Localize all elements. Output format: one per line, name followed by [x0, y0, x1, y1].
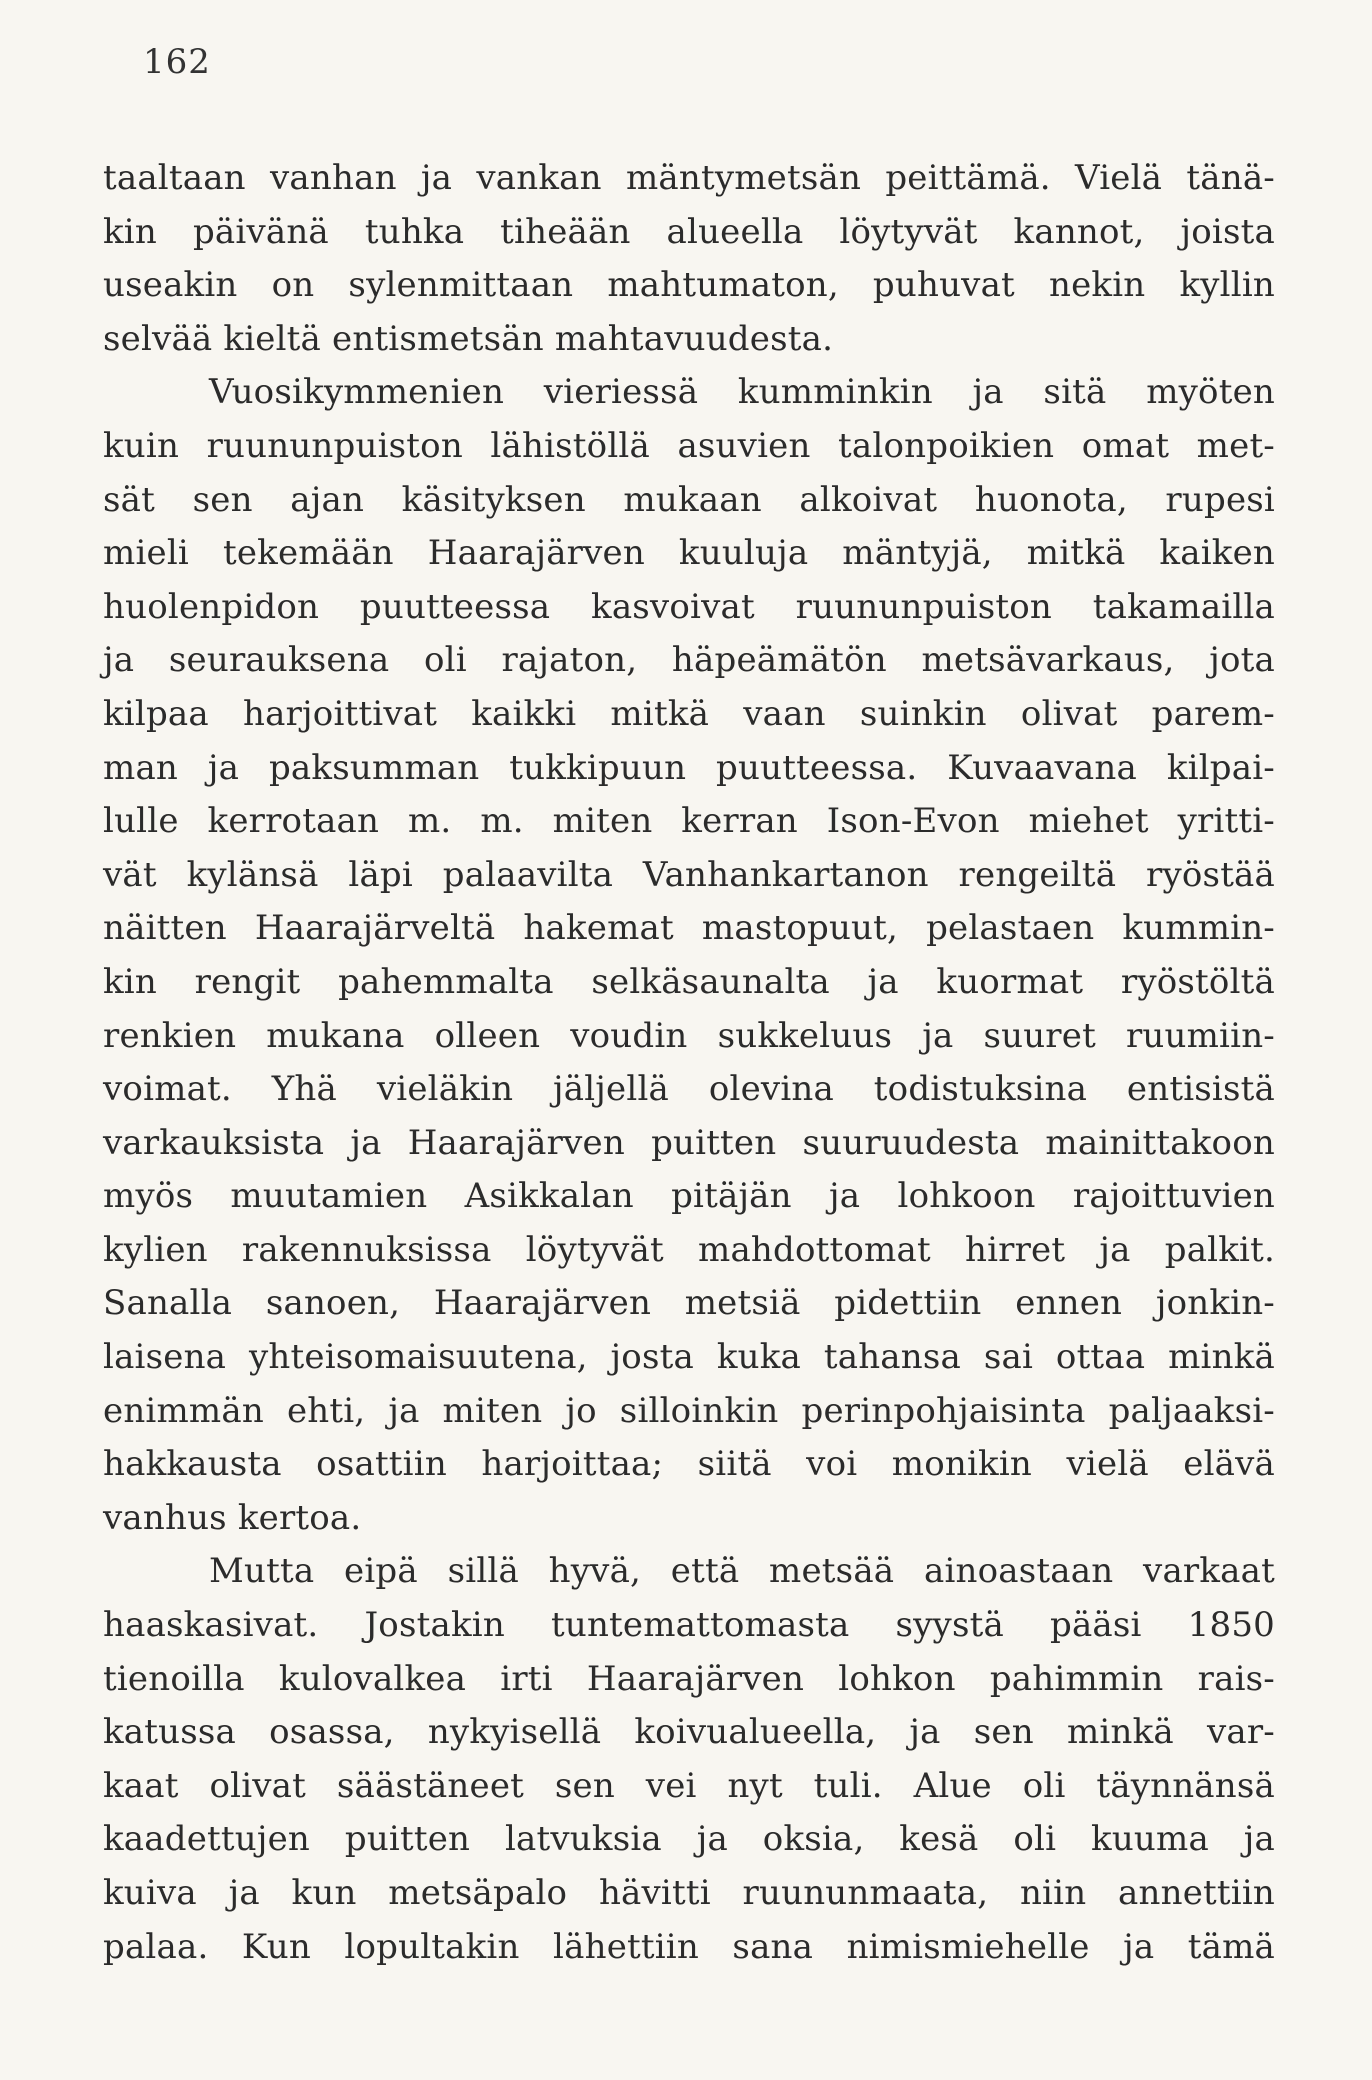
- text-line: voimat. Yhä vieläkin jäljellä olevina todistuksina entisistä: [103, 1069, 1275, 1110]
- text-line: laisena yhteisomaisuutena, josta kuka tahansa sai ottaa minkä: [103, 1337, 1275, 1378]
- text-line: kin päivänä tuhka tiheään alueella löytyvät kannot, joista: [103, 211, 1275, 252]
- text-line: näitten Haarajärveltä hakemat mastopuut, pelastaen kummin-: [103, 908, 1275, 949]
- text-line: vanhus kertoa.: [103, 1497, 362, 1538]
- text-line: huolenpidon puutteessa kasvoivat ruununpuiston takamailla: [103, 586, 1275, 627]
- text-line: tienoilla kulovalkea irti Haarajärven lohkon pahimmin rais-: [103, 1658, 1275, 1699]
- text-line: hakkausta osattiin harjoittaa; siitä voi monikin vielä elävä: [103, 1444, 1275, 1485]
- text-line: kaadettujen puitten latvuksia ja oksia, kesä oli kuuma ja: [103, 1819, 1275, 1860]
- text-line: mieli tekemään Haarajärven kuuluja mäntyjä, mitkä kaiken: [103, 533, 1275, 574]
- text-line: myös muutamien Asikkalan pitäjän ja lohkoon rajoittuvien: [103, 1176, 1275, 1217]
- text-line: kuiva ja kun metsäpalo hävitti ruununmaata, niin annettiin: [103, 1873, 1275, 1913]
- text-line: ja seurauksena oli rajaton, häpeämätön metsävarkaus, jota: [103, 640, 1275, 681]
- text-line: kin rengit pahemmalta selkäsaunalta ja kuormat ryöstöltä: [103, 961, 1275, 1002]
- text-line: taaltaan vanhan ja vankan mäntymetsän peittämä. Vielä tänä-: [103, 158, 1275, 198]
- text-line: selvää kieltä entismetsän mahtavuudesta.: [103, 318, 834, 359]
- text-line: Sanalla sanoen, Haarajärven metsiä pidettiin ennen jonkin-: [103, 1283, 1275, 1324]
- text-line: sät sen ajan käsityksen mukaan alkoivat huonota, rupesi: [103, 479, 1275, 520]
- paragraph-start-line: Mutta eipä sillä hyvä, että metsää ainoastaan varkaat: [209, 1551, 1275, 1592]
- body-text: [103, 152, 1275, 1974]
- paragraph-start-line: Vuosikymmenien vieriessä kumminkin ja sitä myöten: [209, 372, 1275, 413]
- text-line: useakin on sylenmittaan mahtumaton, puhuvat nekin kyllin: [103, 265, 1275, 306]
- text-line: kylien rakennuksissa löytyvät mahdottomat hirret ja palkit.: [103, 1229, 1275, 1270]
- text-line: enimmän ehti, ja miten jo silloinkin perinpohjaisinta paljaaksi-: [103, 1390, 1275, 1431]
- text-line: renkien mukana olleen voudin sukkeluus ja suuret ruumiin-: [103, 1015, 1275, 1056]
- text-line: lulle kerrotaan m. m. miten kerran Ison-Evon miehet yritti-: [103, 801, 1275, 842]
- text-line: kuin ruununpuiston lähistöllä asuvien talonpoikien omat met-: [103, 425, 1275, 466]
- text-line: kilpaa harjoittivat kaikki mitkä vaan suinkin olivat parem-: [103, 693, 1275, 734]
- text-line: haaskasivat. Jostakin tuntemattomasta syystä pääsi 1850: [103, 1605, 1275, 1646]
- text-line: kaat olivat säästäneet sen vei nyt tuli. Alue oli täynnänsä: [103, 1765, 1275, 1806]
- page-number: 162: [143, 42, 211, 82]
- text-line: katussa osassa, nykyisellä koivualueella, ja sen minkä var-: [103, 1712, 1275, 1753]
- text-line: palaa. Kun lopultakin lähettiin sana nimismiehelle ja tämä: [103, 1926, 1275, 1967]
- text-line: man ja paksumman tukkipuun puutteessa. Kuvaavana kilpai-: [103, 747, 1275, 788]
- text-line: varkauksista ja Haarajärven puitten suuruudesta mainittakoon: [103, 1122, 1275, 1163]
- text-line: vät kylänsä läpi palaavilta Vanhankartanon rengeiltä ryöstää: [103, 854, 1275, 895]
